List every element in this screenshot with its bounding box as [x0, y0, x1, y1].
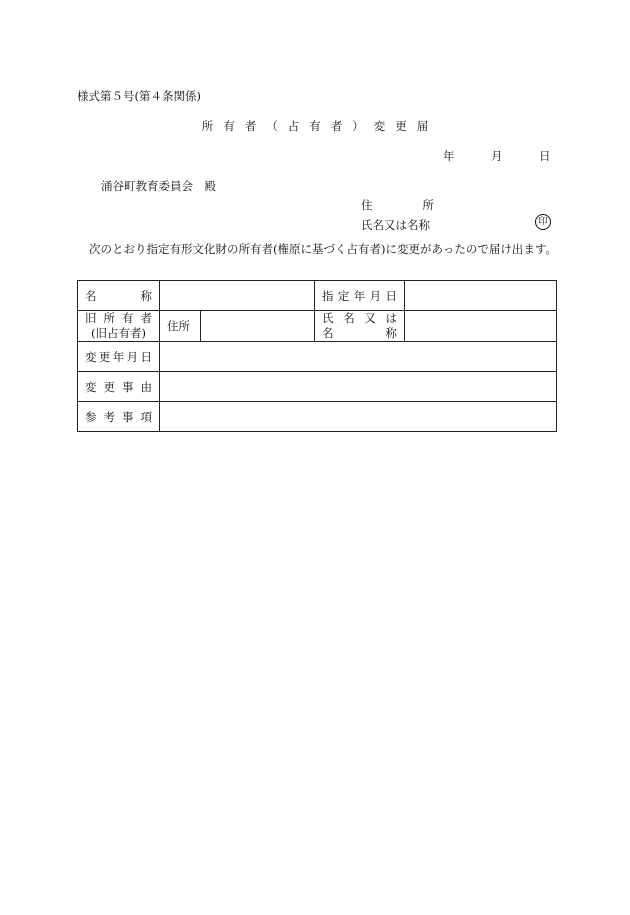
title-char: 届: [416, 119, 429, 133]
label-char: 考: [103, 409, 115, 424]
address-label-char: 所: [422, 198, 434, 212]
label-char: は: [385, 311, 397, 325]
table-row: [78, 402, 557, 432]
label-name-or-title-cell: [315, 311, 405, 342]
label-char: 年: [353, 288, 366, 303]
seal-mark: 印: [535, 214, 551, 230]
label-char: 更: [98, 349, 111, 364]
old-occupant-label: (旧占有者): [91, 326, 146, 340]
applicant-name-label: 氏名又は名称: [361, 218, 430, 232]
title-char: ）: [352, 119, 364, 133]
title-char: 変: [373, 119, 386, 133]
label-char: 参: [85, 409, 97, 424]
label-char: 日: [385, 288, 397, 303]
label-char: 変: [85, 349, 97, 364]
label-remarks-cell: [78, 402, 160, 432]
old-owner-address-value-cell[interactable]: [201, 311, 315, 342]
addressee: 涌谷町教育委員会 殿: [101, 179, 216, 193]
label-char: 年: [112, 349, 125, 364]
label-char: 月: [126, 349, 139, 364]
label-char: 称: [140, 288, 152, 303]
label-change-date-cell: [78, 342, 160, 372]
label-address-cell: [160, 311, 201, 342]
table-row: [78, 281, 557, 311]
title-char: 所: [201, 119, 214, 133]
table-row: [78, 311, 557, 342]
label-char: 名: [343, 311, 355, 325]
label-change-reason-cell: [78, 372, 160, 402]
label-char: 氏: [322, 311, 334, 325]
table-row: [78, 372, 557, 402]
label-char: 有: [122, 311, 134, 325]
applicant-address-label: [361, 197, 434, 213]
change-date-value-cell[interactable]: [160, 342, 557, 372]
label-char: 月: [369, 288, 382, 303]
remarks-value-cell[interactable]: [160, 402, 557, 432]
label-char: 日: [140, 349, 152, 364]
label-char: 名: [322, 326, 334, 340]
label-char: 事: [122, 379, 134, 394]
date-day-label: 日: [539, 149, 551, 163]
title-char: 占: [287, 119, 300, 133]
label-char: 又: [364, 311, 376, 325]
old-owner-name-value-cell[interactable]: [405, 311, 557, 342]
label-char: 項: [140, 409, 152, 424]
body-text: 次のとおり指定有形文化財の所有者(権原に基づく占有者)に変更があったので届け出ます。: [89, 242, 557, 256]
label-char: 所: [103, 311, 115, 325]
name-value-cell[interactable]: [160, 281, 315, 311]
label-char: 由: [140, 379, 152, 394]
label-char: 称: [385, 326, 397, 340]
label-char: 指: [322, 288, 334, 303]
label-name-cell: [78, 281, 160, 311]
form-number-label: 様式第５号(第４条関係): [77, 89, 201, 103]
label-char: 事: [122, 409, 134, 424]
date-year-label: 年: [443, 149, 455, 163]
label-char: 旧: [85, 311, 97, 325]
designation-date-value-cell[interactable]: [405, 281, 557, 311]
title-char: 者: [244, 119, 257, 133]
date-month-label: 月: [491, 149, 503, 163]
address-label: 住所: [167, 319, 190, 333]
label-designation-date-cell: [315, 281, 405, 311]
label-char: 変: [85, 379, 97, 394]
change-reason-value-cell[interactable]: [160, 372, 557, 402]
title-char: 更: [395, 119, 407, 133]
label-char: 更: [103, 379, 115, 394]
document-title: [0, 118, 630, 134]
notification-table: [77, 280, 557, 432]
title-char: （: [266, 119, 278, 133]
title-char: 有: [309, 119, 321, 133]
label-char: 名: [85, 288, 97, 303]
title-char: 者: [330, 119, 343, 133]
label-char: 定: [337, 288, 350, 303]
label-old-owner-cell: [78, 311, 160, 342]
table-row: [78, 342, 557, 372]
label-char: 者: [140, 311, 152, 325]
title-char: 有: [223, 119, 235, 133]
address-label-char: 住: [361, 198, 373, 212]
